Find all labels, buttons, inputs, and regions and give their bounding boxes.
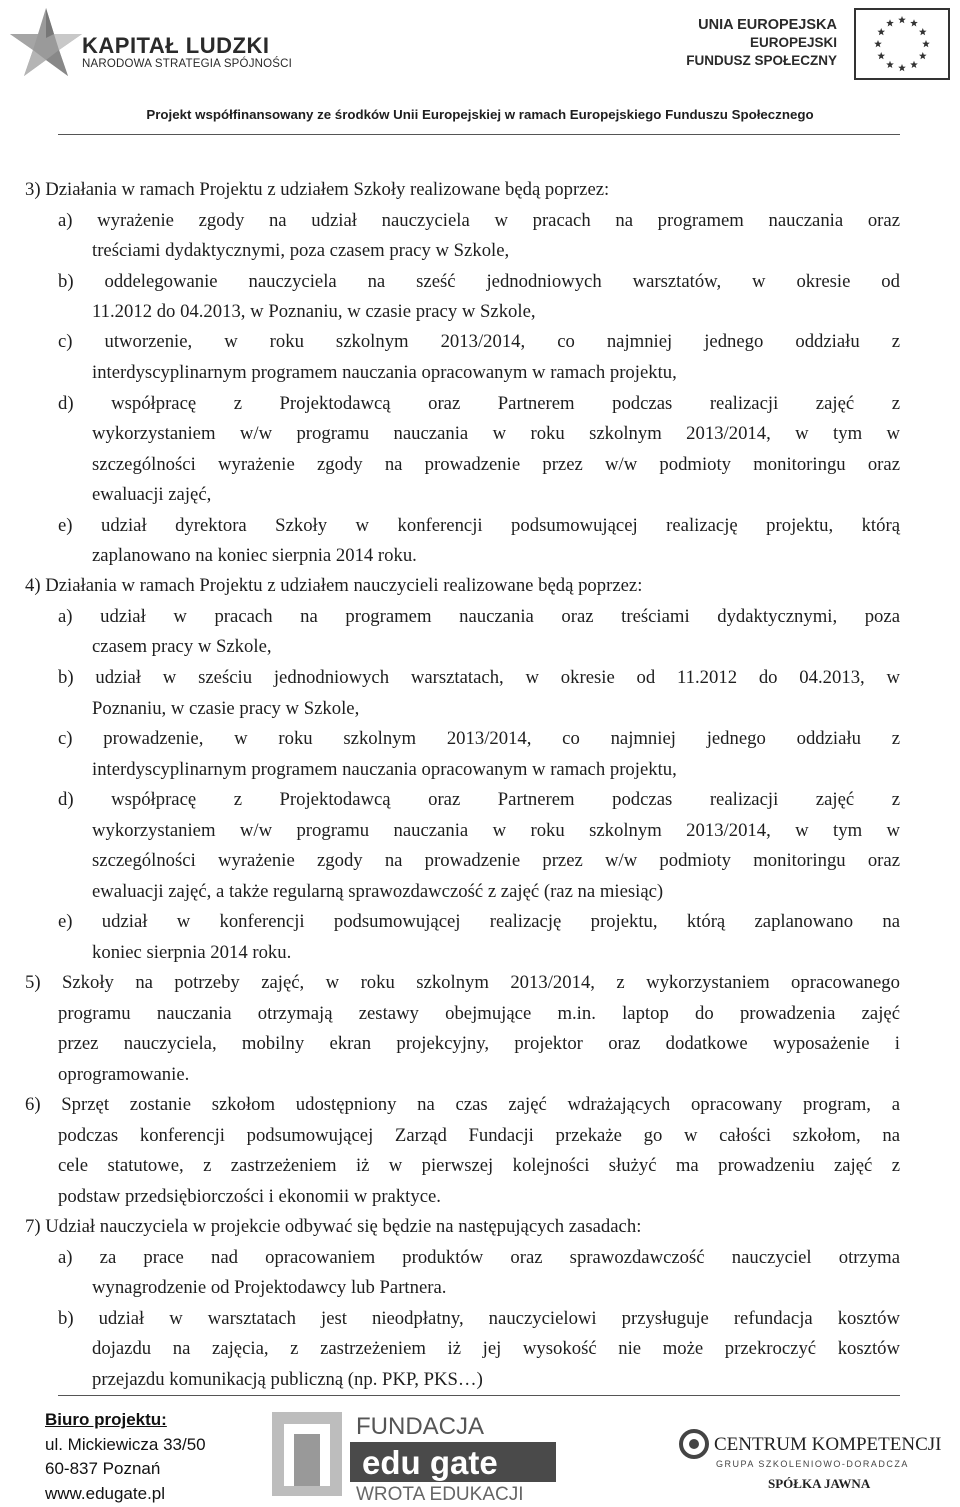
text-line: programu nauczania otrzymają zestawy obejmujące m.in. laptop do prowadzenia zajęć [58,1003,900,1024]
footer-divider [58,1395,900,1396]
page-header [0,0,960,130]
ck-sub-text: GRUPA SZKOLENIOWO-DORADCZA [716,1459,909,1469]
centrum-kompetencji-logo [676,1416,942,1496]
office-address [45,1408,206,1506]
header-divider [58,134,900,135]
text-line: interdyscyplinarnym programem nauczania opracowanym w ramach projektu, [92,759,677,780]
office-city: 60-837 Poznań [45,1459,161,1478]
page-footer [0,1400,960,1507]
text-line: koniec sierpnia 2014 roku. [92,942,292,963]
text-line: przez nauczyciela, mobilny ekran projekcyjny, projektor oraz dodatkowe wyposażenie i [58,1033,900,1054]
eu-flag-icon [854,8,950,80]
ck-title-text: CENTRUM KOMPETENCJI [714,1434,942,1455]
text-line: ewaluacji zajęć, [92,484,212,505]
text-line: podczas konferencji podsumowującej Zarząd Fundacji przekaże go w całości szkołom, na [58,1125,900,1146]
eu-fund-text [686,16,837,70]
text-line: interdyscyplinarnym programem nauczania opracowanym w ramach projektu, [92,362,677,383]
text-line: a) wyrażenie zgody na udział nauczyciela w pracach na programem nauczania oraz [58,210,900,231]
text-line: 6) Sprzęt zostanie szkołom udostępniony na czas zajęć wdrażających opracowany program, a [25,1094,900,1115]
text-line: wykorzystaniem w/w programu nauczania w roku szkolnym 2013/2014, w tym w [92,423,900,444]
kapital-ludzki-text [82,34,292,70]
office-title: Biuro projektu: [45,1410,167,1429]
text-line: 5) Szkoły na potrzeby zajęć, w roku szkolnym 2013/2014, z wykorzystaniem opracowanego [25,972,900,993]
eu-line2: EUROPEJSKI [749,35,837,50]
text-line: czasem pracy w Szkole, [92,636,272,657]
text-line: 4) Działania w ramach Projektu z udziałem nauczycieli realizowane będą poprzez: [25,575,643,596]
text-line: dojazdu na zajęcia, z zastrzeżeniem iż jej wysokość nie może przekroczyć kosztów [92,1338,900,1359]
text-line: Poznaniu, w czasie pracy w Szkole, [92,698,360,719]
text-line: zaplanowano na koniec sierpnia 2014 roku. [92,545,417,566]
text-line: wynagrodzenie od Projektodawcy lub Partnera. [92,1277,447,1298]
text-line: c) prowadzenie, w roku szkolnym 2013/2014, co najmniej jednego oddziału z [58,728,900,749]
edu-gate-logo [270,1406,560,1505]
eu-line3: FUNDUSZ SPOŁECZNY [686,53,837,68]
text-line: ewaluacji zajęć, a także regularną sprawozdawczość z zajęć (raz na miesiąc) [92,881,664,902]
text-line: podstaw przedsiębiorczości i ekonomii w praktyce. [58,1186,441,1207]
text-line: wykorzystaniem w/w programu nauczania w roku szkolnym 2013/2014, w tym w [92,820,900,841]
text-line: 11.2012 do 04.2013, w Poznaniu, w czasie pracy w Szkole, [92,301,536,322]
text-line: oprogramowanie. [58,1064,190,1085]
text-line: cele statutowe, z zastrzeżeniem iż w pierwszej kolejności służyć ma prowadzeniu zajęć z [58,1155,900,1176]
text-line: 3) Działania w ramach Projektu z udziałem Szkoły realizowane będą poprzez: [25,179,610,200]
text-line: a) udział w pracach na programem nauczania oraz treściami dydaktycznymi, poza [58,606,900,627]
text-line: e) udział dyrektora Szkoły w konferencji podsumowującej realizację projektu, którą [58,515,900,536]
text-line: szczególności wyrażenie zgody na prowadzenie przez w/w podmioty monitoringu oraz [92,454,900,475]
text-line: b) oddelegowanie nauczyciela na sześć jednodniowych warsztatów, w okresie od [58,271,900,292]
kl-subtitle: NARODOWA STRATEGIA SPÓJNOŚCI [82,58,293,70]
office-website[interactable]: www.edugate.pl [45,1483,166,1503]
text-line: d) współpracę z Projektodawcą oraz Partnerem podczas realizacji zajęć z [58,789,900,810]
kl-title: KAPITAŁ LUDZKI [82,33,270,58]
text-line: b) udział w warsztatach jest nieodpłatny, nauczycielowi przysługuje refundacja kosztów [58,1308,900,1329]
kapital-ludzki-logo [6,4,86,84]
ck-sp-text: SPÓŁKA JAWNA [768,1476,871,1491]
eu-line1: UNIA EUROPEJSKA [698,17,837,33]
text-line: treściami dydaktycznymi, poza czasem pracy w Szkole, [92,240,510,261]
text-line: przejazdu komunikacją publiczną (np. PKP, PKS…) [92,1369,483,1390]
cofinancing-note: Projekt współfinansowany ze środków Unii Europejskiej w ramach Europejskiego Funduszu Społecznego [146,107,814,122]
text-line: b) udział w sześciu jednodniowych warsztatach, w okresie od 11.2012 do 04.2013, w [58,667,900,688]
text-line: szczególności wyrażenie zgody na prowadzenie przez w/w podmioty monitoringu oraz [92,850,900,871]
edu-top-text: FUNDACJA [356,1413,485,1440]
edu-bottom-text: WROTA EDUKACJI [356,1484,524,1505]
office-street: ul. Mickiewicza 33/50 [45,1434,206,1454]
text-line: a) za prace nad opracowaniem produktów oraz sprawozdawczość nauczyciel otrzyma [58,1247,900,1268]
text-line: e) udział w konferencji podsumowującej realizację projektu, którą zaplanowano na [58,911,900,932]
text-line: 7) Udział nauczyciela w projekcie odbywać się będzie na następujących zasadach: [25,1216,642,1237]
text-line: c) utworzenie, w roku szkolnym 2013/2014, co najmniej jednego oddziału z [58,331,900,352]
edu-main-text: edu gate [362,1444,498,1481]
text-line: d) współpracę z Projektodawcą oraz Partnerem podczas realizacji zajęć z [58,393,900,414]
